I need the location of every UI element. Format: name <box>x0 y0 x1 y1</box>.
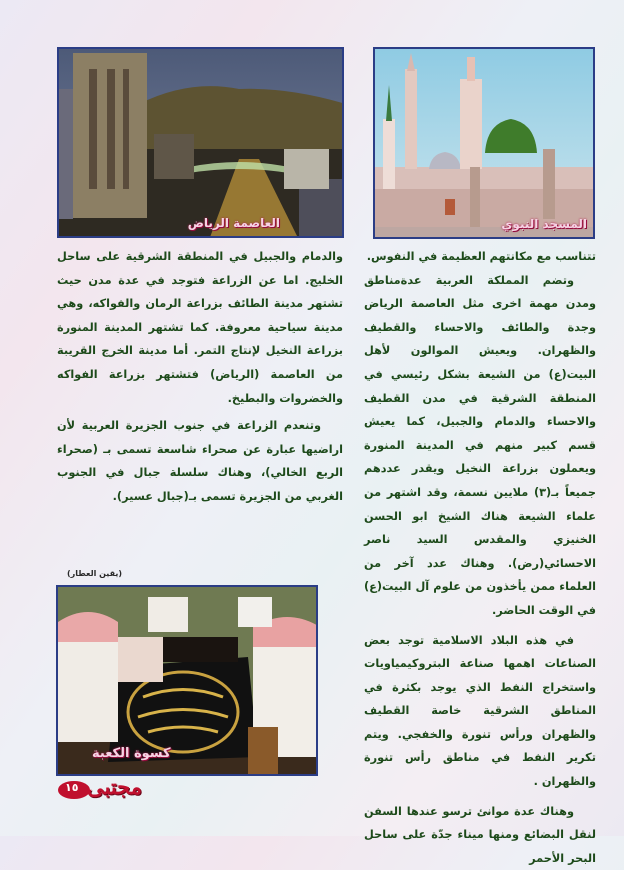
kiswa-photo <box>56 585 318 776</box>
riyadh-cityscape-image <box>59 49 344 238</box>
paragraph: وتضم المملكة العربية عدةمناطق ومدن مهمة اخرى مثل العاصمة الرياض وجدة والطائف والاحساء والقطيف والظهران. ويعيش الموالون لأهل البيت(ع) من الشيعة بشكل رئيسي في المنطقة الشرقية في مدن القطيف والاحساء والدمام والجبيل، كما يعيش قسم كبير منهم في المدينة المنورة ويعملون بزراعة النخيل ويقدر عددهم جميعاً بـ(٣) ملايين نسمة، وقد اشتهر من علماء الشيعة هناك الشيخ ابو الحسن الخنيزي والمقدس السيد ناصر الاحسائي(رض). وهناك عدد آخر من العلماء ممن يأخذون من علوم آل البيت(ع) في الوقت الحاضر. <box>364 273 596 617</box>
mosque-photo <box>373 47 595 239</box>
riyadh-caption: العاصمة الرياض <box>187 216 280 230</box>
paragraph: في هذه البلاد الاسلامية توجد بعض الصناعات اهمها صناعة البتروكيمياويات واستخراج النفط الذي يوجد بكثرة في المناطق الشرقية خاصة القطيف والظهران ورأس تنورة والخفجي. ويتم تكرير النفط في مناطق رأس تنورة والظهران . <box>364 633 596 789</box>
paragraph: وتنعدم الزراعة في جنوب الجزيرة العربية لأن اراضيها عبارة عن صحراء شاسعة تسمى بـ (صحراء الربع الخالي)، وهناك سلسلة جبال في الجنوب الغربي من الجزيرة تسمى بـ(جبال عسير). <box>57 419 343 503</box>
mosque-caption: المسجد النبوي <box>501 217 587 231</box>
riyadh-photo <box>57 47 344 238</box>
left-column-text <box>57 245 343 509</box>
right-column-text <box>364 245 596 870</box>
kiswa-caption: كسوة الكعبة <box>92 746 171 761</box>
paragraph: تتناسب مع مكانتهم العظيمة في النفوس. <box>366 250 596 263</box>
paragraph: والدمام والجبيل في المنطقة الشرقية على ساحل الخليج. اما عن الزراعة فتوجد في عدة مدن حيث تشتهر مدينة الطائف بزراعة الرمان والفواكه، وهي مدينة سياحية معروفة. كما تشتهر المدينة المنورة بزراعة النخيل لإنتاج التمر. أما مدينة الخرج القريبة من العاصمة (الرياض) فتشتهر بزراعة الفواكه والخضروات والبطيخ. <box>57 250 343 405</box>
prophets-mosque-image <box>375 49 595 239</box>
photo-credit: (يقين العطار) <box>67 569 122 578</box>
page-number: ١٥ <box>65 781 79 794</box>
magazine-name: مجتبى <box>87 774 142 799</box>
magazine-logo <box>57 776 147 802</box>
paragraph: وهناك عدة موانئ ترسو عندها السفن لنقل البضائع ومنها ميناء جدّة على ساحل البحر الأحمر <box>364 804 596 865</box>
